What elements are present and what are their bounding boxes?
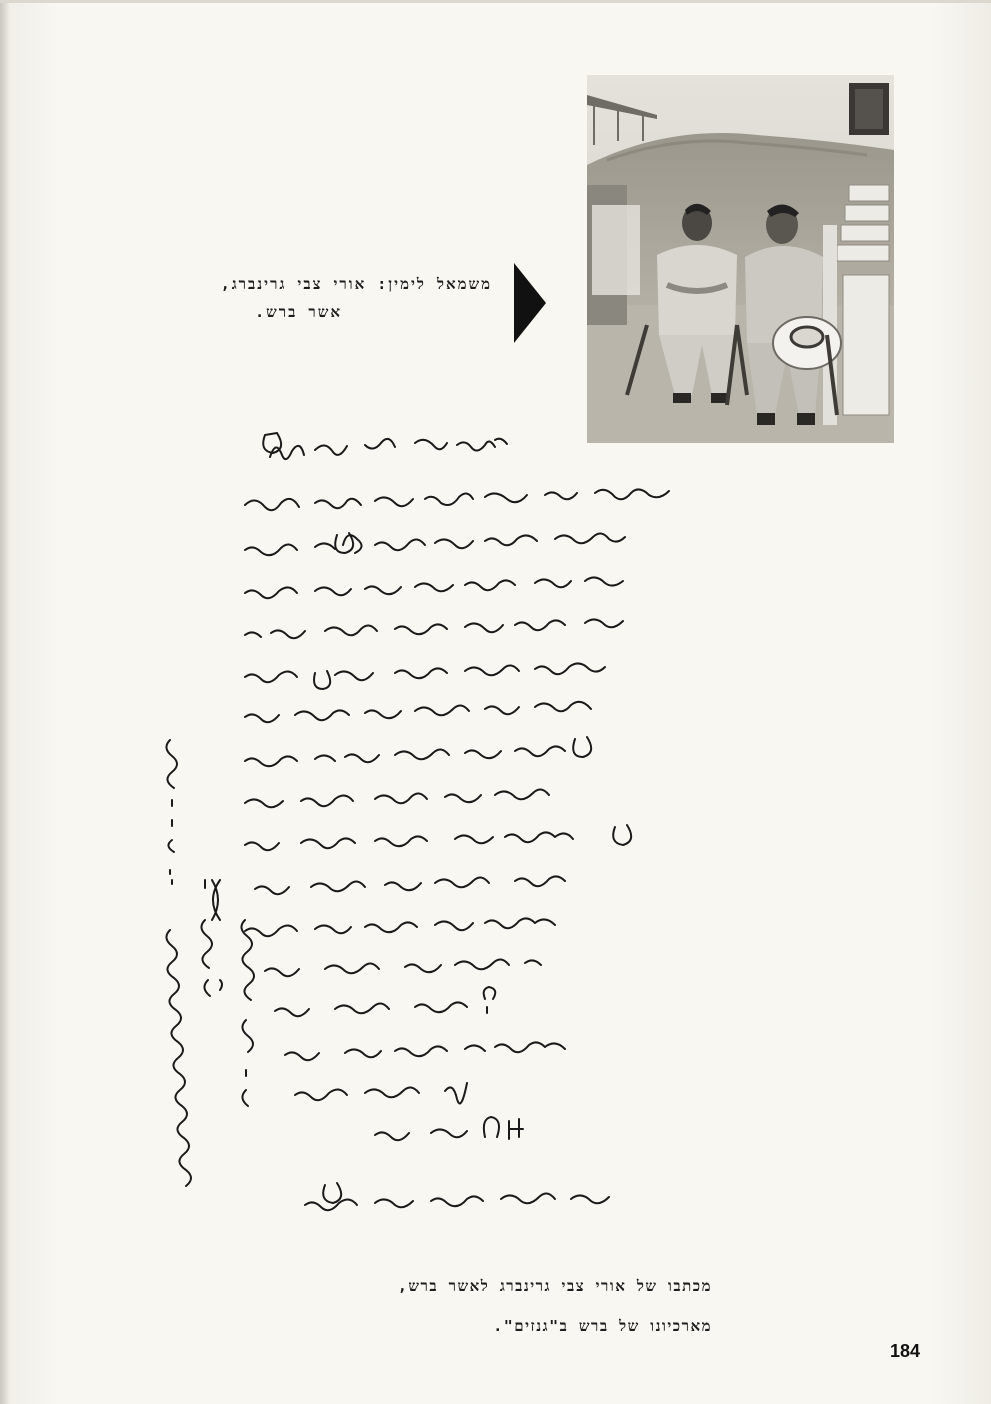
triangle-right-icon xyxy=(514,263,546,347)
letter-caption xyxy=(300,1266,712,1346)
binding-shadow xyxy=(0,0,10,1404)
letter-caption-line2: מארכיונו של ברש ב"גנזים". xyxy=(493,1317,712,1335)
photo-caption-line1: משמאל לימין: אורי צבי גרינברג, xyxy=(220,275,492,293)
handwritten-letter xyxy=(225,415,785,1245)
page-top-edge xyxy=(0,0,991,3)
letter-caption-line1: מכתבו של אורי צבי גרינברג לאשר ברש, xyxy=(397,1277,712,1295)
handwritten-margin-note xyxy=(150,730,260,1230)
photo-caption xyxy=(110,270,492,326)
archival-photograph xyxy=(587,75,894,443)
photo-caption-line2: אשר ברש. xyxy=(255,303,342,321)
page-number: 184 xyxy=(890,1341,921,1361)
